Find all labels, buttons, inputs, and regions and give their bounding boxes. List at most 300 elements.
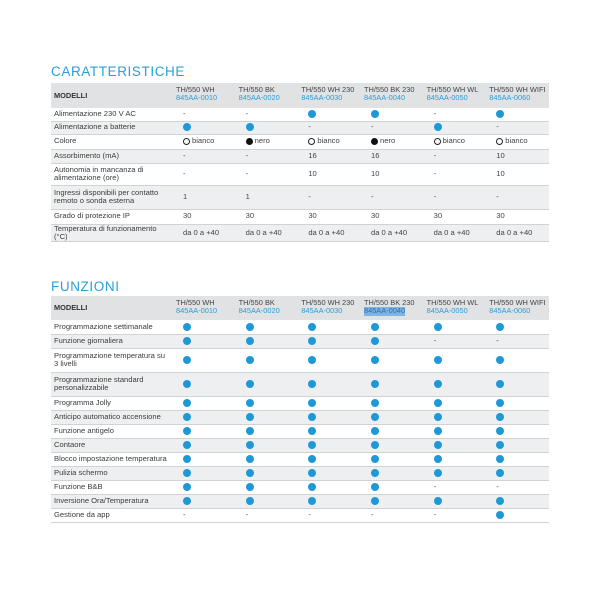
black-circle-icon xyxy=(371,138,378,145)
feature-dot-icon xyxy=(308,323,316,331)
row-label: Programmazione standard personalizzabile xyxy=(51,372,173,396)
row-label: Funzione antigelo xyxy=(51,424,173,438)
model-name: TH/550 BK xyxy=(238,298,275,307)
table-cell xyxy=(173,149,236,163)
feature-dot-icon xyxy=(246,356,254,364)
table-cell xyxy=(173,185,236,209)
feature-dot-icon xyxy=(308,427,316,435)
cell-value: 10 xyxy=(496,150,505,160)
feature-dot-icon xyxy=(496,497,504,505)
feature-dot-icon xyxy=(496,399,504,407)
feature-dot-icon xyxy=(434,399,442,407)
model-code: 845AA-0040 xyxy=(363,93,406,103)
feature-dot-icon xyxy=(246,123,254,131)
model-name: TH/550 WH 230 xyxy=(301,85,355,94)
feature-dot-icon xyxy=(371,337,379,345)
feature-dot-icon xyxy=(496,469,504,477)
feature-dot-icon xyxy=(183,123,191,131)
model-name: TH/550 WH WIFI xyxy=(489,85,546,94)
table-cell xyxy=(361,149,424,163)
model-code: 845AA-0030 xyxy=(301,306,343,316)
row-label: Ingressi disponibili per contatto remoto o sonda esterna xyxy=(51,185,173,209)
table-cell xyxy=(424,424,487,438)
feature-dot-icon xyxy=(308,337,316,345)
table-cell xyxy=(486,348,549,372)
table-cell xyxy=(236,480,299,494)
row-label: Alimentazione a batterie xyxy=(51,121,173,134)
table-cell xyxy=(298,209,361,224)
characteristics-title: CARATTERISTICHE xyxy=(51,64,186,79)
table-cell xyxy=(361,185,424,209)
table-cell xyxy=(236,209,299,224)
table-cell xyxy=(298,410,361,424)
feature-dot-icon xyxy=(496,511,504,519)
feature-dot-icon xyxy=(496,356,504,364)
table-cell xyxy=(424,372,487,396)
table-cell xyxy=(486,320,549,334)
model-code: 845AA-0020 xyxy=(238,93,280,103)
table-row xyxy=(51,494,549,508)
table-cell xyxy=(298,134,361,149)
row-label: Programmazione settimanale xyxy=(51,320,173,334)
table-cell xyxy=(486,372,549,396)
feature-dot-icon xyxy=(496,441,504,449)
table-cell xyxy=(298,149,361,163)
feature-dot-icon xyxy=(308,380,316,388)
cell-value: - xyxy=(245,168,249,178)
table-cell xyxy=(298,452,361,466)
white-circle-icon xyxy=(496,138,503,145)
cell-value: 30 xyxy=(245,211,255,221)
feature-dot-icon xyxy=(371,497,379,505)
cell-value: da 0 a +40 xyxy=(183,227,220,237)
row-label: Funzione giornaliera xyxy=(51,334,173,348)
cell-value: - xyxy=(183,168,186,178)
white-circle-icon xyxy=(434,138,441,145)
table-cell xyxy=(361,121,424,134)
table-cell xyxy=(173,320,236,334)
table-cell xyxy=(424,224,487,242)
row-label: Colore xyxy=(51,134,173,149)
table-cell xyxy=(236,334,299,348)
table-cell xyxy=(173,466,236,480)
table-cell xyxy=(361,494,424,508)
table-cell xyxy=(236,438,299,452)
table-row xyxy=(51,348,549,372)
feature-dot-icon xyxy=(183,337,191,345)
table-cell xyxy=(298,466,361,480)
row-label: Contaore xyxy=(51,438,173,452)
feature-dot-icon xyxy=(496,413,504,421)
cell-value: 30 xyxy=(308,211,317,221)
cell-value: 16 xyxy=(308,150,317,160)
model-col-4 xyxy=(361,296,424,320)
table-cell xyxy=(361,452,424,466)
cell-value: da 0 a +40 xyxy=(308,227,345,237)
table-cell xyxy=(486,224,549,242)
feature-dot-icon xyxy=(434,123,442,131)
model-col-3 xyxy=(298,296,361,320)
functions-title: FUNZIONI xyxy=(51,279,120,294)
feature-dot-icon xyxy=(183,413,191,421)
cell-value: - xyxy=(496,122,499,132)
table-row xyxy=(51,149,549,163)
table-cell xyxy=(173,480,236,494)
table-row xyxy=(51,185,549,209)
cell-value: 30 xyxy=(496,211,505,221)
table-cell xyxy=(361,320,424,334)
feature-dot-icon xyxy=(496,380,504,388)
row-label: Alimentazione 230 V AC xyxy=(51,108,173,121)
table-cell xyxy=(298,372,361,396)
model-col-1 xyxy=(173,83,236,108)
table-cell xyxy=(236,163,299,185)
table-cell xyxy=(486,334,549,348)
model-code: 845AA-0050 xyxy=(426,306,468,316)
table-cell xyxy=(298,348,361,372)
characteristics-table xyxy=(51,83,549,242)
table-row xyxy=(51,224,549,242)
table-cell xyxy=(361,508,424,522)
model-code: 845AA-0010 xyxy=(176,306,218,316)
feature-dot-icon xyxy=(308,110,316,118)
row-label: Gestione da app xyxy=(51,508,173,522)
table-cell xyxy=(236,320,299,334)
feature-dot-icon xyxy=(246,483,254,491)
feature-dot-icon xyxy=(371,380,379,388)
cell-value: 10 xyxy=(308,168,317,178)
cell-value: - xyxy=(496,481,499,491)
feature-dot-icon xyxy=(371,455,379,463)
table-cell xyxy=(173,494,236,508)
feature-dot-icon xyxy=(246,497,254,505)
table-cell xyxy=(298,508,361,522)
table-cell xyxy=(424,438,487,452)
table-cell xyxy=(486,396,549,410)
white-circle-icon xyxy=(183,138,190,145)
table-row xyxy=(51,424,549,438)
table-cell xyxy=(486,163,549,185)
feature-dot-icon xyxy=(371,427,379,435)
feature-dot-icon xyxy=(371,356,379,364)
cell-value: - xyxy=(370,191,374,201)
table-cell xyxy=(236,466,299,480)
table-cell xyxy=(361,334,424,348)
table-cell xyxy=(361,410,424,424)
table-cell xyxy=(486,452,549,466)
feature-dot-icon xyxy=(246,469,254,477)
table-cell xyxy=(173,108,236,121)
cell-value: - xyxy=(245,509,249,519)
table-cell xyxy=(173,348,236,372)
cell-value: - xyxy=(370,509,374,519)
feature-dot-icon xyxy=(183,441,191,449)
model-col-2 xyxy=(236,296,299,320)
table-row xyxy=(51,163,549,185)
functions-table xyxy=(51,296,549,523)
model-col-5 xyxy=(424,83,487,108)
table-cell xyxy=(173,134,236,149)
table-cell xyxy=(361,438,424,452)
cell-value: - xyxy=(308,122,311,132)
cell-value: - xyxy=(245,150,249,160)
cell-value: 30 xyxy=(183,211,192,221)
table-row xyxy=(51,410,549,424)
row-label: Autonomia in mancanza di alimentazione (ore) xyxy=(51,163,173,185)
table-cell xyxy=(424,508,487,522)
table-row xyxy=(51,209,549,224)
table-cell xyxy=(424,134,487,149)
feature-dot-icon xyxy=(371,441,379,449)
table-cell xyxy=(361,424,424,438)
table-cell xyxy=(424,348,487,372)
table-cell xyxy=(361,466,424,480)
cell-value: 1 xyxy=(183,191,188,201)
table-cell xyxy=(236,424,299,438)
feature-dot-icon xyxy=(496,455,504,463)
cell-value: - xyxy=(433,481,437,491)
table-cell xyxy=(486,466,549,480)
table-cell xyxy=(298,163,361,185)
table-cell xyxy=(236,508,299,522)
table-cell xyxy=(424,480,487,494)
feature-dot-icon xyxy=(434,469,442,477)
feature-dot-icon xyxy=(183,399,191,407)
model-code: 845AA-0020 xyxy=(238,306,280,316)
model-name: TH/550 BK 230 xyxy=(363,85,415,94)
table-cell xyxy=(486,424,549,438)
feature-dot-icon xyxy=(308,441,316,449)
cell-value: da 0 a +40 xyxy=(370,227,408,237)
table-cell xyxy=(173,424,236,438)
table-cell xyxy=(236,494,299,508)
cell-value: - xyxy=(433,168,437,178)
table-cell xyxy=(298,320,361,334)
feature-dot-icon xyxy=(246,380,254,388)
table-cell xyxy=(361,134,424,149)
model-col-6 xyxy=(486,296,549,320)
table-cell xyxy=(173,163,236,185)
row-label: Funzione B&B xyxy=(51,480,173,494)
model-name: TH/550 BK xyxy=(238,85,275,94)
feature-dot-icon xyxy=(371,469,379,477)
feature-dot-icon xyxy=(183,427,191,435)
table-cell xyxy=(486,410,549,424)
cell-value: 16 xyxy=(370,150,380,160)
feature-dot-icon xyxy=(434,380,442,388)
cell-value: - xyxy=(183,109,186,119)
table-cell xyxy=(173,209,236,224)
model-code: 845AA-0050 xyxy=(426,93,468,103)
model-code: 845AA-0060 xyxy=(489,306,531,316)
feature-dot-icon xyxy=(183,483,191,491)
feature-dot-icon xyxy=(246,323,254,331)
feature-dot-icon xyxy=(496,110,504,118)
cell-value: 10 xyxy=(370,168,380,178)
color-label: bianco xyxy=(442,136,466,146)
feature-dot-icon xyxy=(434,323,442,331)
model-name: TH/550 WH xyxy=(176,298,215,307)
feature-dot-icon xyxy=(183,455,191,463)
feature-dot-icon xyxy=(434,413,442,421)
table-cell xyxy=(361,108,424,121)
cell-value: - xyxy=(496,335,499,345)
feature-dot-icon xyxy=(183,497,191,505)
table-cell xyxy=(361,396,424,410)
model-code-highlighted: 845AA-0040 xyxy=(363,306,406,316)
table-cell xyxy=(236,121,299,134)
cell-value: da 0 a +40 xyxy=(245,227,282,237)
cell-value: - xyxy=(433,509,437,519)
cell-value: da 0 a +40 xyxy=(496,227,533,237)
feature-dot-icon xyxy=(308,413,316,421)
table-cell xyxy=(424,209,487,224)
table-cell xyxy=(486,438,549,452)
feature-dot-icon xyxy=(246,455,254,463)
cell-value: 10 xyxy=(496,168,505,178)
table-cell xyxy=(236,185,299,209)
table-cell xyxy=(424,320,487,334)
table-cell xyxy=(361,209,424,224)
table-cell xyxy=(236,134,299,149)
table-cell xyxy=(486,508,549,522)
models-header: MODELLI xyxy=(51,83,173,108)
table-cell xyxy=(173,224,236,242)
row-label: Pulizia schermo xyxy=(51,466,173,480)
table-row xyxy=(51,480,549,494)
cell-value: 30 xyxy=(370,211,380,221)
feature-dot-icon xyxy=(308,469,316,477)
row-label: Grado di protezione IP xyxy=(51,209,173,224)
cell-value: - xyxy=(433,150,437,160)
color-label: bianco xyxy=(317,136,340,146)
model-code: 845AA-0060 xyxy=(489,93,531,103)
table-cell xyxy=(298,438,361,452)
model-name: TH/550 WH xyxy=(176,85,215,94)
cell-value: - xyxy=(496,191,499,201)
feature-dot-icon xyxy=(308,497,316,505)
table-row xyxy=(51,452,549,466)
cell-value: - xyxy=(308,509,311,519)
table-cell xyxy=(298,108,361,121)
table-header-row xyxy=(51,83,549,108)
feature-dot-icon xyxy=(434,455,442,463)
feature-dot-icon xyxy=(183,356,191,364)
feature-dot-icon xyxy=(371,399,379,407)
model-name: TH/550 WH WIFI xyxy=(489,298,546,307)
white-circle-icon xyxy=(308,138,315,145)
table-cell xyxy=(424,410,487,424)
row-label: Assorbimento (mA) xyxy=(51,149,173,163)
feature-dot-icon xyxy=(496,323,504,331)
model-col-3 xyxy=(298,83,361,108)
table-cell xyxy=(486,185,549,209)
feature-dot-icon xyxy=(371,413,379,421)
table-cell xyxy=(298,121,361,134)
row-label: Blocco impostazione temperatura xyxy=(51,452,173,466)
feature-dot-icon xyxy=(371,483,379,491)
table-cell xyxy=(361,348,424,372)
table-cell xyxy=(424,108,487,121)
table-cell xyxy=(298,224,361,242)
table-cell xyxy=(173,396,236,410)
table-cell xyxy=(424,163,487,185)
table-cell xyxy=(236,372,299,396)
table-cell xyxy=(298,396,361,410)
table-header-row xyxy=(51,296,549,320)
feature-dot-icon xyxy=(371,110,379,118)
table-row xyxy=(51,134,549,149)
table-cell xyxy=(298,185,361,209)
model-name: TH/550 WH WL xyxy=(426,85,479,94)
table-cell xyxy=(298,334,361,348)
feature-dot-icon xyxy=(308,399,316,407)
table-cell xyxy=(361,480,424,494)
table-cell xyxy=(173,508,236,522)
table-cell xyxy=(298,424,361,438)
table-cell xyxy=(173,452,236,466)
table-cell xyxy=(424,185,487,209)
table-cell xyxy=(236,108,299,121)
table-row xyxy=(51,372,549,396)
row-label: Anticipo automatico accensione xyxy=(51,410,173,424)
black-circle-icon xyxy=(246,138,253,145)
table-cell xyxy=(361,372,424,396)
feature-dot-icon xyxy=(246,441,254,449)
row-label: Inversione Ora/Temperatura xyxy=(51,494,173,508)
cell-value: - xyxy=(370,122,374,132)
table-cell xyxy=(236,452,299,466)
model-col-5 xyxy=(424,296,487,320)
color-label: bianco xyxy=(192,136,215,146)
color-label: nero xyxy=(254,136,270,146)
table-cell xyxy=(486,134,549,149)
model-code: 845AA-0030 xyxy=(301,93,343,103)
table-cell xyxy=(236,396,299,410)
feature-dot-icon xyxy=(246,337,254,345)
table-cell xyxy=(424,121,487,134)
feature-dot-icon xyxy=(246,413,254,421)
table-cell xyxy=(424,494,487,508)
model-name: TH/550 BK 230 xyxy=(363,298,415,307)
models-header: MODELLI xyxy=(51,296,173,320)
row-label: Programma Jolly xyxy=(51,396,173,410)
cell-value: - xyxy=(245,109,249,119)
cell-value: - xyxy=(433,191,437,201)
table-cell xyxy=(486,108,549,121)
feature-dot-icon xyxy=(183,469,191,477)
table-cell xyxy=(424,452,487,466)
table-row xyxy=(51,396,549,410)
feature-dot-icon xyxy=(308,356,316,364)
table-cell xyxy=(486,209,549,224)
table-cell xyxy=(361,163,424,185)
cell-value: - xyxy=(183,150,186,160)
table-cell xyxy=(424,466,487,480)
model-col-4 xyxy=(361,83,424,108)
table-cell xyxy=(173,438,236,452)
table-cell xyxy=(173,121,236,134)
model-col-1 xyxy=(173,296,236,320)
table-row xyxy=(51,466,549,480)
table-cell xyxy=(424,396,487,410)
cell-value: - xyxy=(433,335,437,345)
table-cell xyxy=(486,121,549,134)
table-cell xyxy=(236,348,299,372)
model-name: TH/550 WH WL xyxy=(426,298,479,307)
row-label: Temperatura di funzionamento (°C) xyxy=(51,224,173,242)
feature-dot-icon xyxy=(308,455,316,463)
